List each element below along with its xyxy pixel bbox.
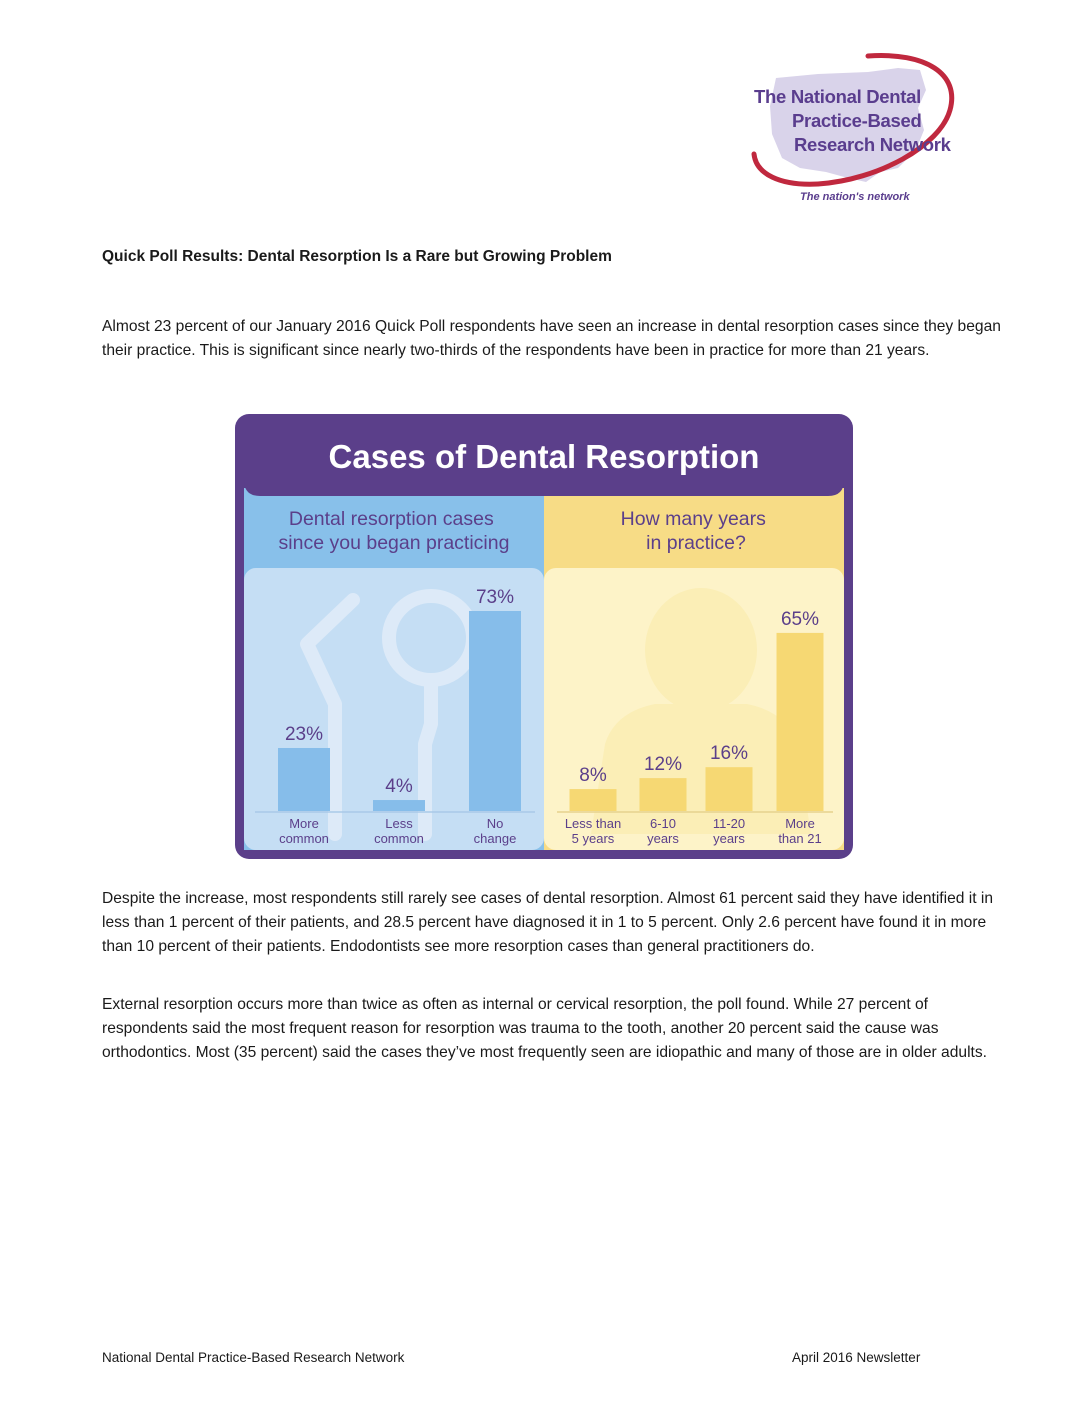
left-chart-category-label-1-1: common — [374, 831, 424, 846]
left-chart-value-label-2: 73% — [475, 586, 515, 608]
right-panel-heading-line-1: How many years — [620, 508, 766, 530]
right-chart-category-label-1-1: years — [647, 831, 679, 846]
left-chart-bar-2 — [469, 611, 521, 811]
right-chart-value-label-2: 16% — [709, 743, 749, 765]
network-logo — [748, 50, 958, 210]
right-chart-value-label-3: 65% — [780, 608, 820, 630]
right-panel-heading-line-2: in practice? — [646, 532, 746, 554]
paragraph-intro: Almost 23 percent of our January 2016 Quick Poll respondents have seen an increase in dental resorption cases since they began their practice. This is significant since nearly two-thirds of the respondents have been in practice for more than 21 years. — [102, 318, 1001, 359]
footer-issue-date: April 2016 Newsletter — [792, 1350, 921, 1365]
footer-organization: National Dental Practice-Based Research Network — [102, 1350, 405, 1365]
right-chart-category-label-3-0: More — [785, 816, 815, 831]
infographic-title: Cases of Dental Resorption — [328, 438, 760, 475]
left-chart-value-label-0: 23% — [284, 723, 324, 745]
left-panel-heading-line-1: Dental resorption cases — [288, 508, 494, 530]
right-chart-category-label-2-0: 11-20 — [712, 816, 746, 831]
right-chart-bar-2 — [706, 767, 753, 811]
left-panel-heading-line-2: since you began practicing — [278, 532, 510, 554]
infographic — [235, 414, 853, 859]
right-chart-value-label-0: 8% — [579, 765, 607, 787]
left-chart-bar-1 — [373, 800, 425, 811]
right-chart-category-label-3-1: than 21 — [778, 831, 822, 846]
left-chart-category-label-2-1: change — [473, 831, 517, 846]
infographic-chart — [235, 414, 853, 859]
left-chart-category-label-0-0: More — [289, 816, 319, 831]
paragraph-causes: External resorption occurs more than twice as often as internal or cervical resorption, the poll found. While 27 percent of respondents said the most frequent reason for resorption was trauma to the tooth, another 20 percent said the cause was orthodontics. Most (35 percent) said the cases they’ve most frequently seen are idiopathic and many of those are in older adults. — [102, 996, 987, 1061]
right-chart-bar-0 — [570, 789, 617, 811]
left-chart-category-label-0-1: common — [279, 831, 329, 846]
right-chart-value-label-1: 12% — [643, 754, 683, 776]
left-chart-value-label-1: 4% — [385, 776, 413, 798]
left-chart-bar-0 — [278, 748, 330, 811]
logo-text-line-3: Research Network — [794, 134, 951, 155]
right-chart-category-label-0-0: Less than — [564, 816, 622, 831]
right-chart-category-label-2-1: years — [713, 831, 745, 846]
logo-text-line-1: The National Dental — [754, 86, 921, 107]
article-title: Quick Poll Results: Dental Resorption Is a Rare but Growing Problem — [102, 248, 612, 265]
left-chart-category-label-2-0: No — [486, 816, 504, 831]
right-chart-bar-1 — [640, 778, 687, 811]
right-chart-category-label-1-0: 6-10 — [649, 816, 677, 831]
right-chart-category-label-0-1: 5 years — [571, 831, 615, 846]
logo-text-line-2: Practice-Based — [792, 110, 922, 131]
logo-tagline: The nation's network — [800, 191, 910, 203]
paragraph-rarity: Despite the increase, most respondents still rarely see cases of dental resorption. Almost 61 percent said they have identified it in less than 1 percent of their patients, and 28.5 percent have diagnosed it in 1 to 5 percent. Only 2.6 percent have found it in more than 10 percent of their patients. Endodontists see more resorption cases than general practitioners do. — [102, 890, 994, 955]
left-chart-category-label-1-0: Less — [385, 816, 413, 831]
right-chart-bar-3 — [777, 633, 824, 811]
